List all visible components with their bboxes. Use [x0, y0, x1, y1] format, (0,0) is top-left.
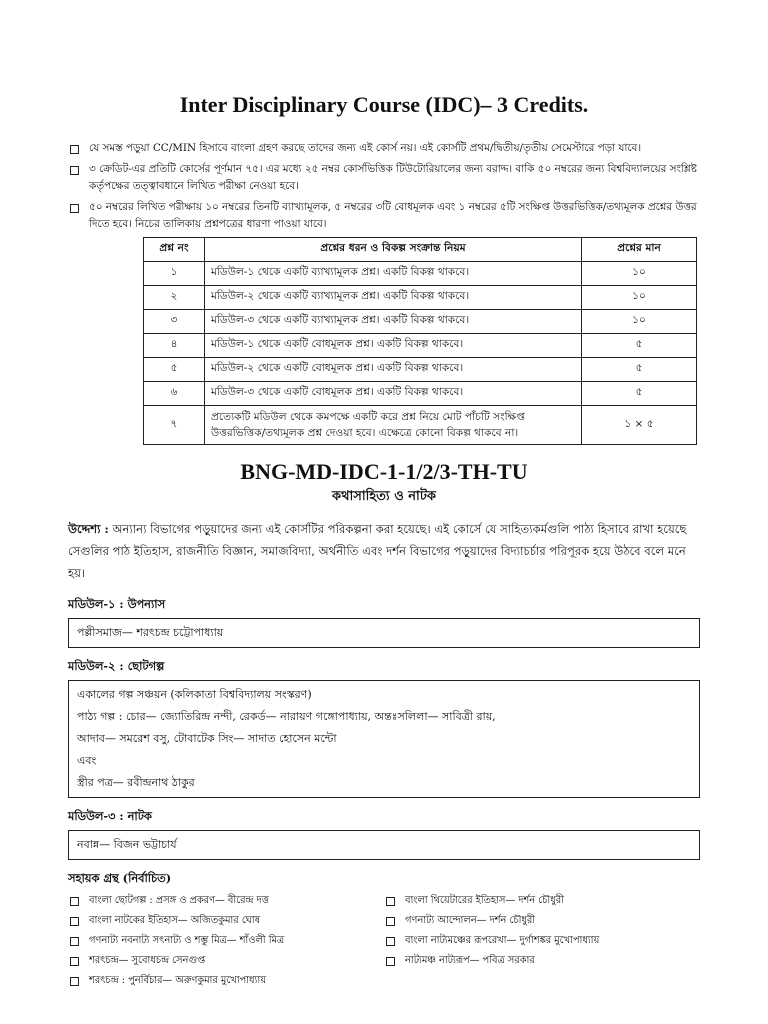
question-marks: ১ × ৫ [582, 406, 697, 445]
instruction-list [68, 140, 700, 233]
column-header-marks: প্রশ্নের মান [582, 238, 697, 262]
course-subtitle: কথাসাহিত্য ও নাটক [331, 489, 437, 504]
instruction-item [68, 161, 700, 195]
question-marks: ১০ [582, 310, 697, 334]
instruction-item [68, 140, 700, 157]
question-marks: ৫ [582, 358, 697, 382]
reference-item [384, 892, 700, 910]
question-type: মডিউল-১ থেকে একটি ব্যাখ্যামূলক প্রশ্ন। একটি বিকল্প থাকবে। [205, 262, 582, 286]
question-no: ৪ [144, 334, 205, 358]
reference-text: গণনাট্য নবনাট্য সৎনাট্য ও শম্ভু মিত্র— শাঁওলী মিত্র [89, 935, 285, 946]
checkbox-bullet-icon [70, 977, 79, 986]
reference-item [68, 972, 384, 990]
references-left-column [68, 892, 384, 992]
checkbox-bullet-icon [70, 917, 79, 926]
reference-item [384, 952, 700, 970]
table-row [144, 406, 697, 445]
reference-item [68, 892, 384, 910]
reference-item [68, 952, 384, 970]
question-no: ৭ [144, 406, 205, 445]
table-row [144, 382, 697, 406]
references-right-column [384, 892, 700, 992]
column-header-question-type: প্রশ্নের ধরন ও বিকল্প সংক্রান্ত নিয়ম [205, 238, 582, 262]
module-2-heading: মডিউল-২ : ছোটগল্প [68, 659, 165, 673]
module-line: এবং [77, 754, 97, 767]
module-line: স্ত্রীর পত্র— রবীন্দ্রনাথ ঠাকুর [77, 776, 195, 789]
reference-text: বাংলা থিয়েটারের ইতিহাস— দর্শন চৌধুরী [405, 895, 564, 906]
question-marks: ১০ [582, 286, 697, 310]
question-no: ৫ [144, 358, 205, 382]
question-type: মডিউল-৩ থেকে একটি বোধমূলক প্রশ্ন। একটি বিকল্প থাকবে। [205, 382, 582, 406]
question-type: মডিউল-১ থেকে একটি বোধমূলক প্রশ্ন। একটি বিকল্প থাকবে। [205, 334, 582, 358]
module-line: পাঠ্য গল্প : চোর— জ্যোতিরিন্দ্র নন্দী, রেকর্ড— নারায়ণ গঙ্গোপাধ্যায়, অন্তঃসলিলা— সাবিত্রী রায়, [77, 710, 496, 723]
question-marks: ৫ [582, 334, 697, 358]
checkbox-bullet-icon [70, 166, 79, 175]
question-no: ৩ [144, 310, 205, 334]
module-line: নবান্ন— বিজন ভট্টাচার্য [77, 838, 177, 851]
module-line: আদাব— সমরেশ বসু, টোবাটেক সিং— সাদাত হোসেন মন্টো [77, 732, 337, 745]
checkbox-bullet-icon [386, 957, 395, 966]
question-type: প্রত্যেকটি মডিউল থেকে কমপক্ষে একটি করে প্রশ্ন নিয়ে মোট পাঁচটি সংক্ষিপ্ত উত্তরভিত্তিক/তথ্যমূলক প্রশ্ন দেওয়া হবে। এক্ষেত্রে কোনো বিকল্প থাকবে না। [205, 406, 582, 445]
objective-text: অন্যান্য বিভাগের পড়ুয়াদের জন্য এই কোর্সটির পরিকল্পনা করা হয়েছে। এই কোর্সে যে সাহিত্যকর্মগুলি পাঠ্য হিসাবে রাখা হয়েছে সেগুলির পাঠ ইতিহাস, রাজনীতি বিজ্ঞান, সমাজবিদ্যা, অর্থনীতি এবং দর্শন বিভাগের পড়ুয়াদের বিদ্যাচর্চার পরিপূরক হয়ে উঠবে বলে মনে হয়। [68, 522, 687, 580]
module-3-box [68, 830, 700, 860]
references-list [68, 892, 700, 992]
reference-text: নাট্যমঞ্চ নাট্যরূপ— পবিত্র সরকার [405, 955, 535, 966]
module-2-box [68, 680, 700, 798]
instruction-text: ৩ ক্রেডিট-এর প্রতিটি কোর্সের পূর্ণমান ৭৫। এর মধ্যে ২৫ নম্বর কোর্সভিত্তিক টিউটোরিয়ালের জন্য বরাদ্দ। বাকি ৫০ নম্বরের জন্য বিশ্ববিদ্যালয়ের সংশ্লিষ্ট কর্তৃপক্ষের তত্ত্বাবধানে লিখিত পরীক্ষা নেওয়া হবে। [89, 163, 697, 192]
checkbox-bullet-icon [70, 957, 79, 966]
reference-text: গণনাট্য আন্দোলন— দর্শন চৌধুরী [405, 915, 536, 926]
course-code: BNG-MD-IDC-1-1/2/3-TH-TU [240, 459, 528, 484]
checkbox-bullet-icon [386, 937, 395, 946]
table-row [144, 358, 697, 382]
checkbox-bullet-icon [386, 917, 395, 926]
question-no: ৬ [144, 382, 205, 406]
reference-item [384, 912, 700, 930]
page-title: Inter Disciplinary Course (IDC)– 3 Credits. [179, 92, 589, 117]
checkbox-bullet-icon [70, 204, 79, 213]
reference-text: বাংলা নাট্যমঞ্চের রূপরেখা— দুর্গাশঙ্কর মুখোপাধ্যায় [405, 935, 600, 946]
reference-text: শরৎচন্দ্র : পুনর্বিচার— অরুণকুমার মুখোপাধ্যায় [89, 975, 266, 986]
module-1-box [68, 618, 700, 648]
checkbox-bullet-icon [70, 897, 79, 906]
reference-item [68, 912, 384, 930]
table-row [144, 286, 697, 310]
table-header-row [144, 238, 697, 262]
module-line: পল্লীসমাজ— শরৎচন্দ্র চট্টোপাধ্যায় [77, 626, 224, 639]
question-pattern-table [143, 237, 697, 445]
instruction-text: যে সমস্ত পড়ুয়া CC/MIN হিসাবে বাংলা গ্রহণ করছে তাদের জন্য এই কোর্স নয়। এই কোর্সটি প্রথম/দ্বিতীয়/তৃতীয় সেমেস্টারে পড়া যাবে। [89, 142, 642, 154]
reference-item [384, 932, 700, 950]
module-line: একালের গল্প সঞ্চয়ন (কলিকাতা বিশ্ববিদ্যালয় সংস্করণ) [77, 688, 312, 701]
instruction-item [68, 199, 700, 233]
instruction-text: ৫০ নম্বরের লিখিত পরীক্ষায় ১০ নম্বরের তিনটি ব্যাখ্যামূলক, ৫ নম্বরের ৩টি বোধমূলক এবং ১ নম্বরের ৫টি সংক্ষিপ্ত উত্তরভিত্তিক/তথ্যমূলক প্রশ্নের উত্তর দিতে হবে। নিচের তালিকায় প্রশ্নপত্রের ধারণা পাওয়া যাবে। [89, 201, 697, 230]
reference-text: বাংলা ছোটগল্প : প্রসঙ্গ ও প্রকরণ— বীরেন্দ্র দত্ত [89, 895, 269, 906]
checkbox-bullet-icon [70, 145, 79, 154]
checkbox-bullet-icon [70, 937, 79, 946]
question-marks: ৫ [582, 382, 697, 406]
reference-text: বাংলা নাটকের ইতিহাস— অজিতকুমার ঘোষ [89, 915, 261, 926]
objective-label: উদ্দেশ্য : [68, 522, 109, 536]
checkbox-bullet-icon [386, 897, 395, 906]
table-row [144, 334, 697, 358]
reference-text: শরৎচন্দ্র— সুবোধচন্দ্র সেনগুপ্ত [89, 955, 206, 966]
objective-paragraph [68, 518, 700, 584]
table-row [144, 310, 697, 334]
question-marks: ১০ [582, 262, 697, 286]
reference-item [68, 932, 384, 950]
question-no: ২ [144, 286, 205, 310]
module-1-heading: মডিউল-১ : উপন্যাস [68, 597, 166, 611]
references-heading: সহায়ক গ্রন্থ (নির্বাচিত) [68, 871, 172, 885]
question-no: ১ [144, 262, 205, 286]
column-header-question-no: প্রশ্ন নং [144, 238, 205, 262]
question-type: মডিউল-২ থেকে একটি বোধমূলক প্রশ্ন। একটি বিকল্প থাকবে। [205, 358, 582, 382]
question-type: মডিউল-২ থেকে একটি ব্যাখ্যামূলক প্রশ্ন। একটি বিকল্প থাকবে। [205, 286, 582, 310]
table-row [144, 262, 697, 286]
module-3-heading: মডিউল-৩ : নাটক [68, 809, 152, 823]
question-type: মডিউল-৩ থেকে একটি ব্যাখ্যামূলক প্রশ্ন। একটি বিকল্প থাকবে। [205, 310, 582, 334]
